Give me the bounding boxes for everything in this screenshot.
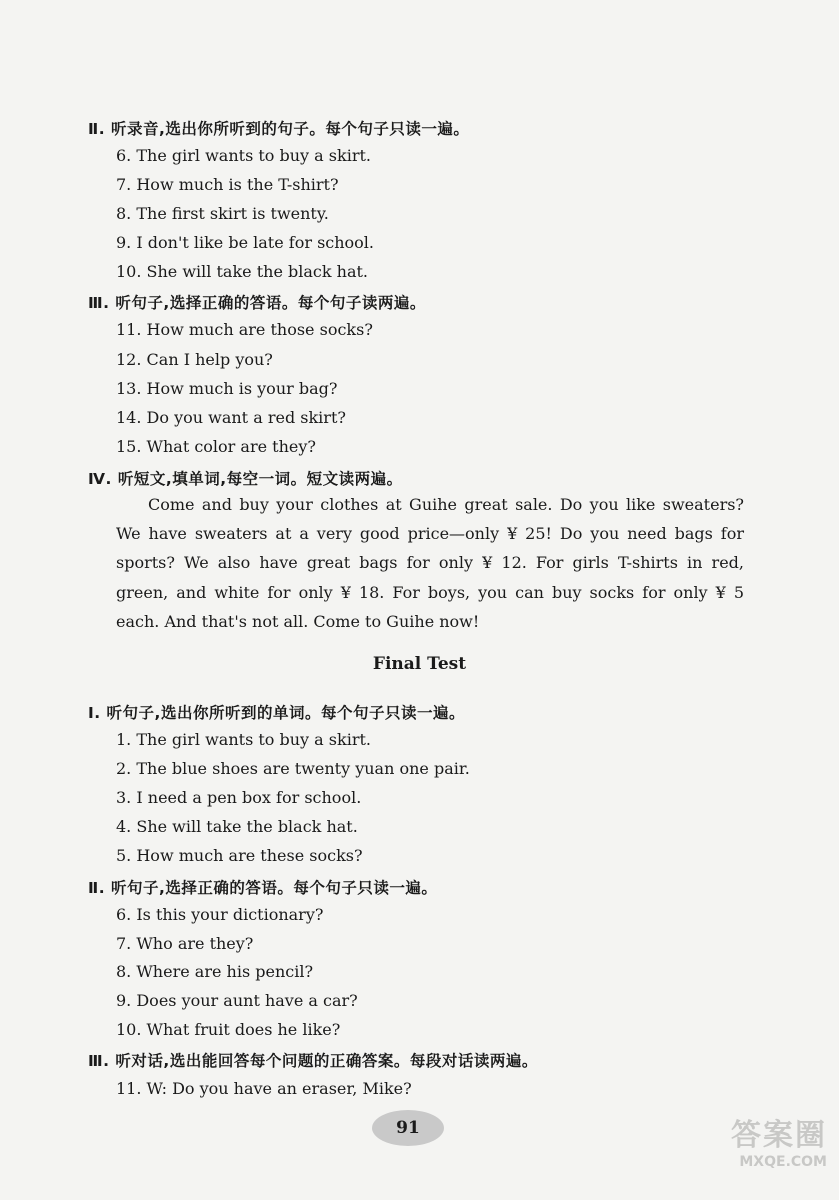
list-item: 8. Where are his pencil? xyxy=(116,962,314,981)
list-item: 4. She will take the black hat. xyxy=(116,817,358,836)
list-item: 5. How much are these socks? xyxy=(116,846,363,865)
list-item: 3. I need a pen box for school. xyxy=(116,788,362,807)
section-3-heading: Ⅲ. 听句子,选择正确的答语。每个句子读两遍。 xyxy=(88,294,426,312)
list-item: 7. How much is the T-shirt? xyxy=(116,175,339,194)
list-item: 13. How much is your bag? xyxy=(116,379,338,398)
list-item: 11. W: Do you have an eraser, Mike? xyxy=(116,1079,412,1098)
watermark-main-text: 答案圈 xyxy=(731,1118,827,1153)
list-item: 8. The first skirt is twenty. xyxy=(116,204,329,223)
list-item: 9. Does your aunt have a car? xyxy=(116,991,358,1010)
list-item: 6. Is this your dictionary? xyxy=(116,905,324,924)
list-item: 2. The blue shoes are twenty yuan one pair. xyxy=(116,759,470,778)
list-item: 7. Who are they? xyxy=(116,934,254,953)
list-item: 12. Can I help you? xyxy=(116,350,273,369)
passage-paragraph: Come and buy your clothes at Guihe great sale. Do you like sweaters? We have sweaters at a very good price—only ¥ 25! Do you need bags for sports? We also have great bags for only ¥ 12. For girls T-shirts in red, green, and white for only ¥ 18. For boys, you can buy socks for only ¥ 5 each. And that's not all. Come to Guihe now! xyxy=(116,495,744,631)
final-part-1-heading: Ⅰ. 听句子,选出你所听到的单词。每个句子只读一遍。 xyxy=(88,704,465,722)
list-item: 15. What color are they? xyxy=(116,437,316,456)
list-item: 11. How much are those socks? xyxy=(116,320,373,339)
page-number: 91 xyxy=(372,1110,444,1146)
list-item: 1. The girl wants to buy a skirt. xyxy=(116,730,371,749)
watermark-sub-text: MXQE.COM xyxy=(739,1154,827,1170)
section-4-heading: Ⅳ. 听短文,填单词,每空一词。短文读两遍。 xyxy=(88,470,403,488)
list-item: 14. Do you want a red skirt? xyxy=(116,408,346,427)
section-2-heading: Ⅱ. 听录音,选出你所听到的句子。每个句子只读一遍。 xyxy=(88,120,470,138)
list-item: 10. What fruit does he like? xyxy=(116,1020,341,1039)
list-item: 10. She will take the black hat. xyxy=(116,262,368,281)
final-test-title: Final Test xyxy=(372,654,467,674)
list-item: 6. The girl wants to buy a skirt. xyxy=(116,146,371,165)
final-part-3-heading: Ⅲ. 听对话,选出能回答每个问题的正确答案。每段对话读两遍。 xyxy=(88,1052,538,1070)
watermark-logo xyxy=(715,1110,827,1180)
list-item: 9. I don't like be late for school. xyxy=(116,233,375,252)
final-part-2-heading: Ⅱ. 听句子,选择正确的答语。每个句子只读一遍。 xyxy=(88,879,438,897)
